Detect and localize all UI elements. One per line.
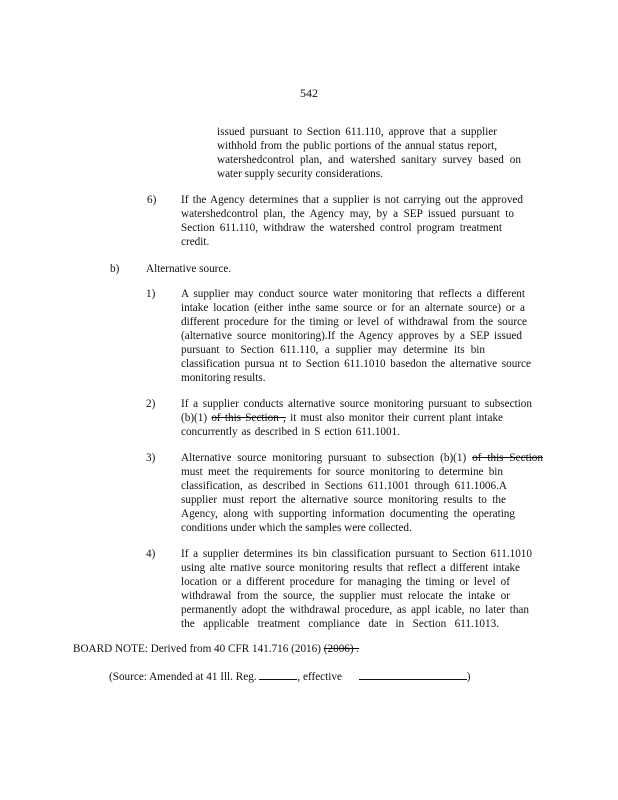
text-line: credit. xyxy=(181,236,210,248)
deleted-text: of this Section xyxy=(472,452,543,464)
text-line: classification, as described in Sections 611.1001 through 611.1006.A xyxy=(181,480,507,492)
text-line: Agency, along with supporting information documenting the operating xyxy=(181,508,515,520)
text-line: If a supplier determines its bin classification pursuant to Section 611.1010 xyxy=(181,548,532,560)
text-line: conditions under which the samples were collected. xyxy=(181,522,412,534)
text-run: , effective xyxy=(297,671,342,683)
text-line: water supply security considerations. xyxy=(217,168,383,180)
register-blank xyxy=(259,668,297,680)
deleted-text: of this Section , xyxy=(211,412,286,424)
text-run: BOARD NOTE: Derived from 40 CFR 141.716 (2016) xyxy=(73,643,321,655)
text-line: watershedcontrol plan, the Agency may, by a SEP issued pursuant to xyxy=(181,208,514,220)
text-line: Section 611.110, withdraw the watershed control program treatment xyxy=(181,222,502,234)
text-line: watershedcontrol plan, and watershed sanitary survey based on xyxy=(217,154,521,166)
subsection-title: Alternative source. xyxy=(146,263,232,275)
item-number: 2) xyxy=(146,398,156,410)
text-line: monitoring results. xyxy=(181,372,266,384)
text-line: different procedure for the timing or level of withdrawal from the source xyxy=(181,316,527,328)
item-number: 1) xyxy=(146,288,156,300)
effective-date-blank xyxy=(359,668,467,680)
text-line xyxy=(181,411,503,425)
source-note xyxy=(109,668,470,684)
text-line: withhold from the public portions of the annual status report, xyxy=(217,140,497,152)
text-line: classification pursua nt to Section 611.1010 basedon the alternative source xyxy=(181,358,531,370)
text-line: pursuant to Section 611.110, a supplier may determine its bin xyxy=(181,344,485,356)
text-line: must meet the requirements for source monitoring to determine bin xyxy=(181,466,503,478)
page-number: 542 xyxy=(300,86,318,100)
text-line: issued pursuant to Section 611.110, approve that a supplier xyxy=(217,126,497,138)
item-number: 6) xyxy=(147,194,157,206)
text-line xyxy=(181,451,543,465)
text-run: Alternative source monitoring pursuant to subsection (b)(1) xyxy=(181,452,467,464)
text-run: ) xyxy=(466,671,471,683)
text-line: (alternative source monitoring).If the Agency approves by a SEP issued xyxy=(181,330,522,342)
board-note xyxy=(73,642,358,656)
text-line: If the Agency determines that a supplier is not carrying out the approved xyxy=(181,194,523,206)
text-line: A supplier may conduct source water monitoring that reflects a different xyxy=(181,288,525,300)
text-run: (Source: Amended at 41 Ill. Reg. xyxy=(109,671,257,683)
text-line: concurrently as described in S ection 611.1001. xyxy=(181,426,400,438)
text-line: location or a different procedure for managing the timing or level of xyxy=(181,576,510,588)
text-line: permanently adopt the withdrawal procedure, as appl icable, no later than xyxy=(181,604,529,616)
text-line: intake location (either inthe same source or for an alternate source) or a xyxy=(181,302,525,314)
item-number: 3) xyxy=(146,452,156,464)
text-line: the applicable treatment compliance date in Section 611.1013. xyxy=(181,618,499,630)
text-line: If a supplier conducts alternative source monitoring pursuant to subsection xyxy=(181,398,532,410)
text-line: using alte rnative source monitoring results that reflect a different intake xyxy=(181,562,520,574)
text-line: supplier must report the alternative source monitoring results to the xyxy=(181,494,506,506)
text-line: withdrawal from the source, the supplier must relocate the intake or xyxy=(181,590,510,602)
text-run: it must also monitor their current plant intake xyxy=(290,412,504,424)
text-run: (b)(1) xyxy=(181,412,208,424)
subsection-label: b) xyxy=(110,263,120,275)
item-number: 4) xyxy=(146,548,156,560)
deleted-text: (2006) . xyxy=(323,643,360,655)
